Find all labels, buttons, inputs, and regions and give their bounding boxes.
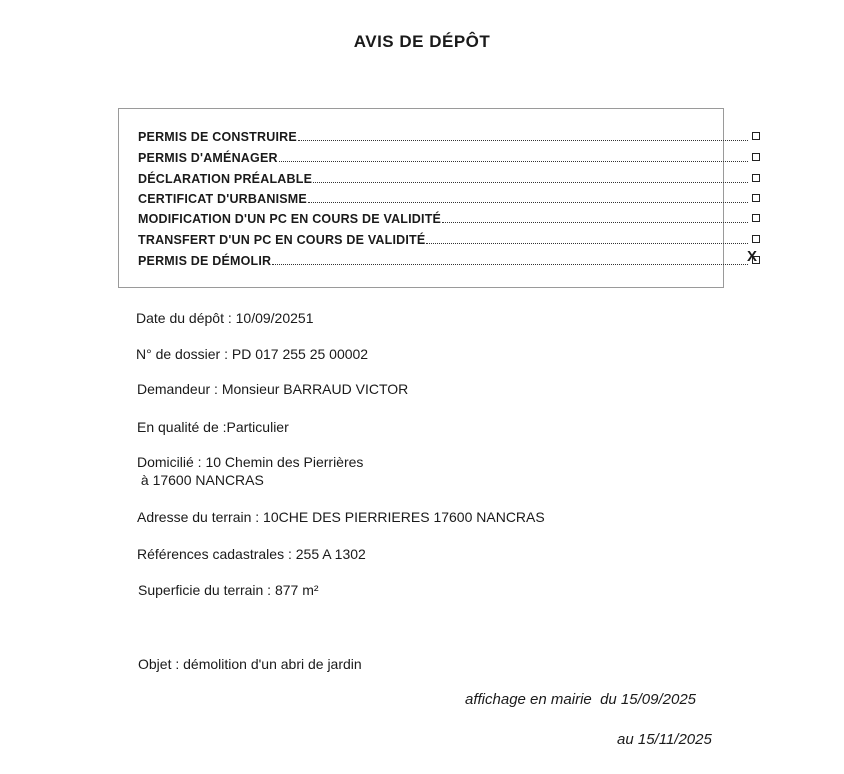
objet: Objet : démolition d'un abri de jardin <box>138 656 362 672</box>
qualite: En qualité de :Particulier <box>137 419 289 435</box>
domicile-line1: Domicilié : 10 Chemin des Pierrières <box>137 454 364 470</box>
references-cadastrales: Références cadastrales : 255 A 1302 <box>137 546 366 562</box>
demandeur: Demandeur : Monsieur BARRAUD VICTOR <box>137 381 409 397</box>
permit-row-amenager <box>138 145 760 165</box>
permit-row-transfert <box>138 227 760 247</box>
permit-label: TRANSFERT D'UN PC EN COURS DE VALIDITÉ <box>138 233 426 247</box>
permit-label: PERMIS D'AMÉNAGER <box>138 151 278 165</box>
permit-checkbox[interactable] <box>752 194 760 202</box>
dot-leader <box>298 139 748 141</box>
dot-leader <box>442 221 748 223</box>
permit-checkbox[interactable] <box>752 174 760 182</box>
permit-label: MODIFICATION D'UN PC EN COURS DE VALIDITÉ <box>138 212 442 226</box>
permit-row-declaration <box>138 166 760 186</box>
dossier-number: N° de dossier : PD 017 255 25 00002 <box>136 346 369 362</box>
permit-row-construire <box>138 124 760 144</box>
date-depot: Date du dépôt : 10/09/20251 <box>136 310 314 326</box>
permit-checkbox[interactable] <box>752 214 760 222</box>
affichage-line1: affichage en mairie du 15/09/2025 <box>465 691 696 708</box>
permit-row-certificat <box>138 186 760 206</box>
permit-label: PERMIS DE CONSTRUIRE <box>138 130 297 144</box>
permit-checkbox[interactable] <box>752 235 760 243</box>
affichage-line2: au 15/11/2025 <box>617 731 712 748</box>
dot-leader <box>313 181 748 183</box>
dot-leader <box>279 160 748 162</box>
permit-label: PERMIS DE DÉMOLIR <box>138 254 272 268</box>
permit-checkbox-checked[interactable] <box>747 248 760 265</box>
permit-label: DÉCLARATION PRÉALABLE <box>138 172 313 186</box>
permit-row-demolir <box>138 248 760 268</box>
superficie: Superficie du terrain : 877 m² <box>138 582 319 598</box>
check-mark-x: X <box>747 248 758 265</box>
permit-checkbox[interactable] <box>752 153 760 161</box>
page-title: AVIS DE DÉPÔT <box>353 32 491 51</box>
permit-row-modification <box>138 206 760 226</box>
domicile-line2: à 17600 NANCRAS <box>137 472 264 488</box>
dot-leader <box>272 263 748 265</box>
dot-leader <box>426 242 748 244</box>
permit-label: CERTIFICAT D'URBANISME <box>138 192 307 206</box>
adresse-terrain: Adresse du terrain : 10CHE DES PIERRIERES 17600 NANCRAS <box>137 509 545 525</box>
dot-leader <box>308 201 748 203</box>
permit-checkbox[interactable] <box>752 132 760 140</box>
